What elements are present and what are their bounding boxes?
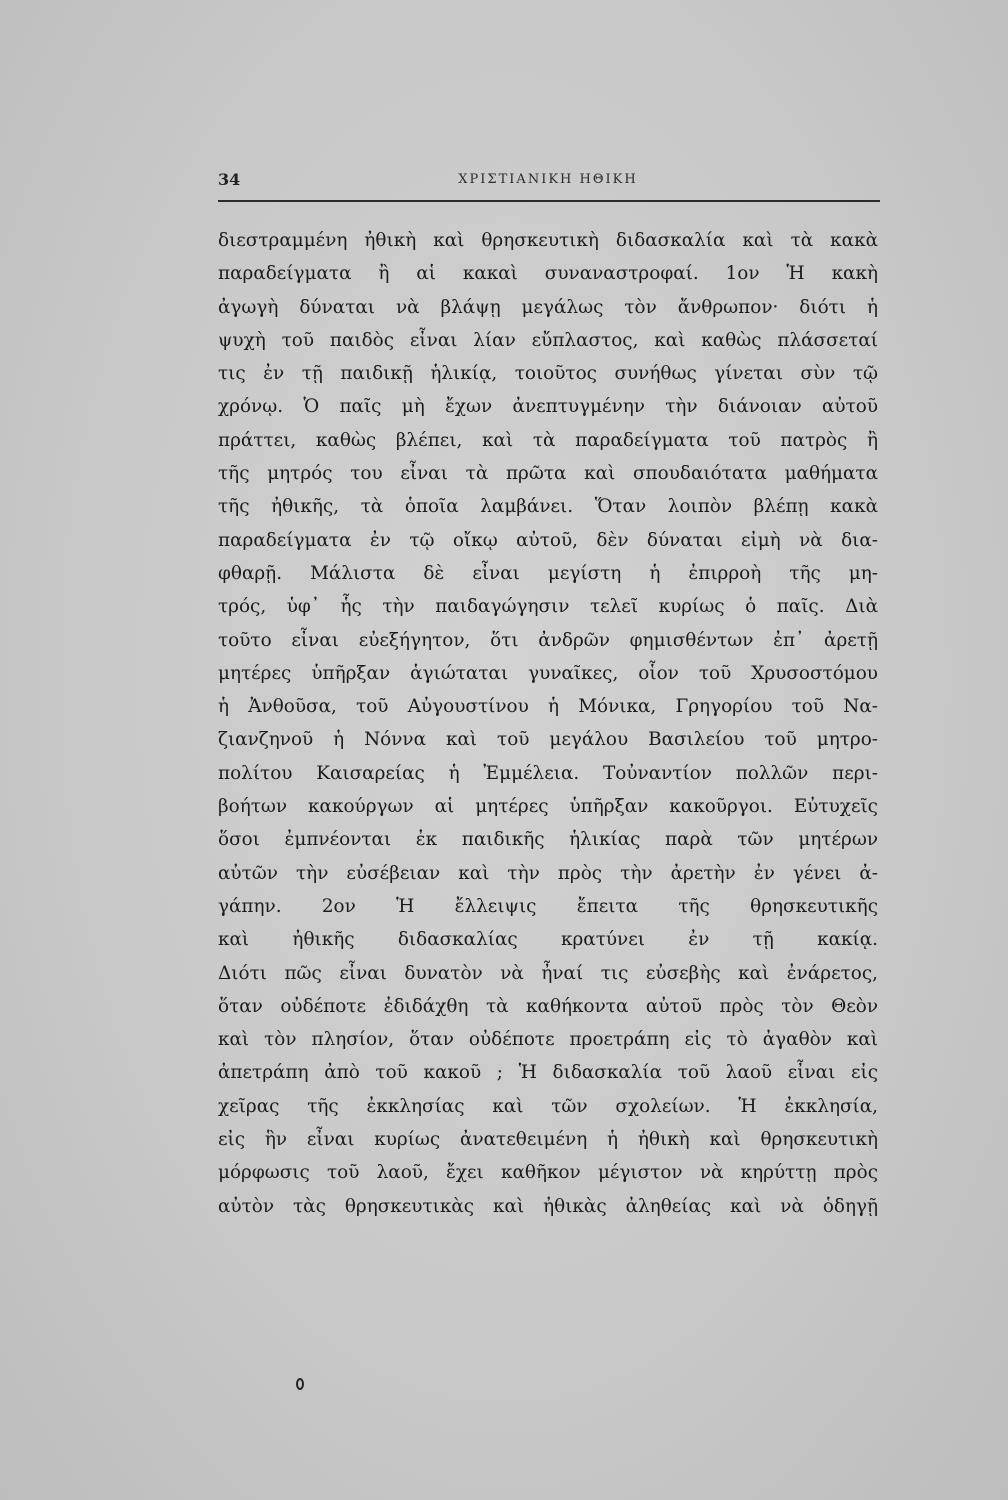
text-line: μητέρες ὑπῆρξαν ἁγιώταται γυναῖκες, οἷον τοῦ Χρυσοστόμου	[218, 662, 878, 684]
text-line: Διότι πῶς εἶναι δυνατὸν νὰ ἦναί τις εὐσεβὴς καὶ ἐνάρετος,	[218, 962, 878, 984]
text-line: καὶ τὸν πλησίον, ὅταν οὐδέποτε προετράπη εἰς τὸ ἀγαθὸν καὶ	[218, 1029, 878, 1051]
text-line: τοῦτο εἶναι εὐεξήγητον, ὅτι ἀνδρῶν φημισθέντων ἐπ᾽ ἀρετῇ	[218, 629, 878, 651]
body-text	[218, 224, 878, 1223]
text-line: ἀπετράπη ἀπὸ τοῦ κακοῦ ; Ἡ διδασκαλία τοῦ λαοῦ εἶναι εἰς	[218, 1062, 878, 1084]
text-line: τῆς ἠθικῆς, τὰ ὁποῖα λαμβάνει. Ὅταν λοιπὸν βλέπῃ κακὰ	[218, 496, 878, 518]
text-line: ὅσοι ἐμπνέονται ἐκ παιδικῆς ἡλικίας παρὰ τῶν μητέρων	[218, 829, 878, 851]
text-line: μόρφωσις τοῦ λαοῦ, ἔχει καθῆκον μέγιστον νὰ κηρύττῃ πρὸς	[218, 1162, 878, 1184]
text-line: χεῖρας τῆς ἐκκλησίας καὶ τῶν σχολείων. Ἡ ἐκκλησία,	[218, 1095, 878, 1117]
running-head	[218, 170, 878, 194]
text-line: παραδείγματα ἢ αἱ κακαὶ συναναστροφαί. 1ον Ἡ κακὴ	[218, 263, 878, 285]
text-line: αὐτὸν τὰς θρησκευτικὰς καὶ ἠθικὰς ἀληθείας καὶ νὰ ὁδηγῇ	[218, 1195, 878, 1217]
text-line: αὐτῶν τὴν εὐσέβειαν καὶ τὴν πρὸς τὴν ἀρετὴν ἐν γένει ἀ-	[218, 862, 878, 884]
text-line: διεστραμμένη ἠθικὴ καὶ θρησκευτικὴ διδασκαλία καὶ τὰ κακὰ	[218, 230, 878, 251]
text-line: πράττει, καθὼς βλέπει, καὶ τὰ παραδείγματα τοῦ πατρὸς ἢ	[218, 429, 878, 451]
text-line: ἀγωγὴ δύναται νὰ βλάψῃ μεγάλως τὸν ἄνθρωπον· διότι ἡ	[218, 296, 878, 318]
text-line: ψυχὴ τοῦ παιδὸς εἶναι λίαν εὔπλαστος, καὶ καθὼς πλάσσεταί	[218, 329, 878, 351]
page-number: 34	[218, 170, 241, 189]
text-line: τρός, ὑφ᾽ ἧς τὴν παιδαγώγησιν τελεῖ κυρίως ὁ παῖς. Διὰ	[218, 596, 878, 618]
ink-mark	[296, 1378, 304, 1390]
text-line: φθαρῇ. Μάλιστα δὲ εἶναι μεγίστη ἡ ἐπιρροὴ τῆς μη-	[218, 562, 878, 584]
running-title: ΧΡΙΣΤΙΑΝΙΚΗ ΗΘΙΚΗ	[458, 172, 638, 187]
text-line: ζιανζηνοῦ ἡ Νόννα καὶ τοῦ μεγάλου Βασιλείου τοῦ μητρο-	[218, 729, 878, 751]
text-line: βοήτων κακούργων αἱ μητέρες ὑπῆρξαν κακοῦργοι. Εὐτυχεῖς	[218, 796, 878, 818]
text-line: γάπην. 2ον Ἡ ἔλλειψις ἔπειτα τῆς θρησκευτικῆς	[218, 895, 878, 917]
text-line: παραδείγματα ἐν τῷ οἴκῳ αὐτοῦ, δὲν δύναται εἰμὴ νὰ δια-	[218, 529, 878, 551]
text-line: τῆς μητρός του εἶναι τὰ πρῶτα καὶ σπουδαιότατα μαθήματα	[218, 463, 878, 485]
header-rule	[218, 200, 880, 202]
text-line: εἰς ἣν εἶναι κυρίως ἀνατεθειμένη ἡ ἠθικὴ καὶ θρησκευτικὴ	[218, 1129, 878, 1151]
text-line: ἡ Ἀνθοῦσα, τοῦ Αὐγουστίνου ἡ Μόνικα, Γρηγορίου τοῦ Να-	[218, 696, 878, 718]
text-line: πολίτου Καισαρείας ἡ Ἐμμέλεια. Τοὐναντίον πολλῶν περι-	[218, 762, 878, 784]
text-line: ὅταν οὐδέποτε ἐδιδάχθη τὰ καθήκοντα αὐτοῦ πρὸς τὸν Θεὸν	[218, 995, 878, 1017]
text-line: καὶ ἠθικῆς διδασκαλίας κρατύνει ἐν τῇ κακίᾳ.	[218, 929, 878, 951]
text-line: χρόνῳ. Ὁ παῖς μὴ ἔχων ἀνεπτυγμένην τὴν διάνοιαν αὐτοῦ	[218, 396, 878, 418]
text-line: τις ἐν τῇ παιδικῇ ἡλικίᾳ, τοιοῦτος συνήθως γίνεται σὺν τῷ	[218, 363, 878, 385]
